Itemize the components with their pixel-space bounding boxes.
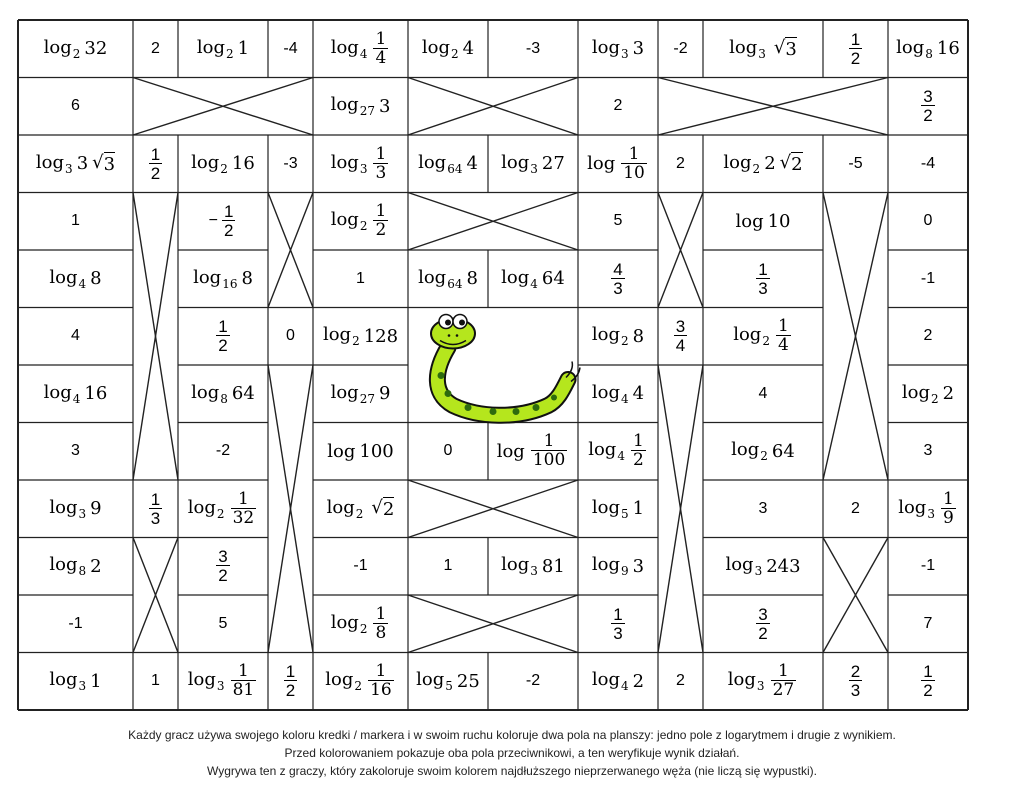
board-cell[interactable]	[18, 423, 133, 481]
board-cell[interactable]	[823, 480, 888, 538]
cell-value: -4	[283, 39, 298, 57]
board-cell[interactable]	[888, 653, 968, 711]
cell-value: -4	[920, 154, 936, 172]
board-cell[interactable]	[488, 20, 578, 78]
cell-value: $\log_{64}$ 8	[418, 266, 478, 291]
cell-value: $\frac{1}{3}$	[613, 604, 623, 643]
board-lines	[18, 20, 970, 712]
blocked-cross	[408, 595, 578, 653]
cell-value: 1	[356, 269, 365, 287]
cell-value: $\log_4$ $\frac{1}{4}$	[330, 28, 387, 68]
board-cell[interactable]	[133, 20, 178, 78]
board-cell[interactable]	[178, 250, 268, 308]
cell-value: -1	[920, 269, 936, 287]
cell-value: $\log_2$ $\frac{1}{16}$	[325, 661, 392, 701]
cell-value: 0	[443, 442, 453, 460]
cell-value: $\log_{27}$ 3	[330, 94, 391, 119]
board-cell[interactable]	[578, 308, 658, 366]
cell-value: $\log_3$ 3	[591, 36, 645, 61]
board-cell[interactable]	[313, 595, 408, 653]
cell-value: $\log_2$ $\frac{1}{8}$	[330, 603, 387, 643]
cell-value: $\log_4$ 8	[49, 266, 102, 291]
cell-value: $\log_3$ $\frac{1}{27}$	[727, 661, 795, 701]
cell-value: $\log_2$ 32	[43, 36, 108, 61]
board-cell[interactable]	[313, 423, 408, 481]
blocked-cross	[658, 78, 888, 136]
cell-value: $\log_8$ 64	[191, 381, 255, 406]
board-cell[interactable]	[178, 135, 268, 193]
blocked-cross	[133, 538, 178, 653]
cell-value: $\frac{1}{3}$	[150, 489, 161, 528]
cell-value: log $\frac{1}{10}$	[587, 143, 645, 183]
board-cell[interactable]	[178, 423, 268, 481]
cell-value: $\log_{16}$ 8	[193, 266, 253, 291]
board-cell[interactable]	[658, 653, 703, 711]
board-cell[interactable]	[178, 480, 268, 538]
cell-value: $\log_2$ 16	[191, 151, 255, 176]
board-cell[interactable]	[703, 423, 823, 481]
cell-value: 5	[218, 614, 228, 632]
blocked-cross	[268, 365, 313, 653]
cell-value: $\frac{3}{2}$	[218, 547, 228, 586]
board-cell[interactable]	[578, 423, 658, 481]
cell-value: 1	[443, 557, 453, 575]
board-cell[interactable]	[18, 653, 133, 711]
board-cell[interactable]	[578, 653, 658, 711]
board-cell[interactable]	[488, 423, 578, 481]
cell-value: $\log_2$ √ 2	[326, 496, 395, 521]
cell-value: $\log_3$ 9	[49, 496, 102, 521]
cell-value: $\log_5$ 25	[416, 669, 480, 694]
blocked-cross	[268, 193, 313, 308]
blocked-cross	[823, 193, 888, 481]
cell-value: -1	[68, 614, 83, 632]
blocked-cross	[133, 193, 178, 481]
board-cell[interactable]	[658, 135, 703, 193]
board-cell[interactable]	[18, 20, 133, 78]
board-cell[interactable]	[703, 480, 823, 538]
cell-value: -5	[848, 154, 863, 172]
cell-value: $\log_9$ 3	[591, 554, 645, 579]
cell-value: -3	[283, 154, 298, 172]
cell-value: $\log_3$ 81	[501, 554, 565, 579]
cell-value: $\log_2$ $\frac{1}{2}$	[330, 201, 387, 241]
board-cell[interactable]	[268, 308, 313, 366]
cell-value: 6	[71, 97, 80, 115]
cell-value: 1	[71, 212, 80, 230]
cell-value: $\log_3$ 1	[49, 669, 102, 694]
cell-value: 7	[923, 614, 933, 632]
board-cell[interactable]	[18, 78, 133, 136]
board-cell[interactable]	[488, 653, 578, 711]
blocked-cross	[268, 365, 313, 653]
board-cell[interactable]	[703, 20, 823, 78]
board-cell[interactable]	[823, 20, 888, 78]
board-cell[interactable]	[133, 480, 178, 538]
cell-value: 2	[676, 672, 685, 690]
blocked-cross	[133, 78, 313, 136]
board-cell[interactable]	[578, 78, 658, 136]
cell-value: $\log_2$ 4	[421, 36, 475, 61]
cell-value: $\frac{1}{3}$	[758, 259, 768, 298]
cell-value: 1	[151, 672, 160, 690]
cell-value: 2	[851, 499, 860, 517]
board-cell[interactable]	[703, 250, 823, 308]
blocked-cross	[408, 78, 578, 136]
board-cell[interactable]	[18, 135, 133, 193]
cell-value: 3	[758, 499, 768, 517]
board-cell[interactable]	[578, 480, 658, 538]
cell-value: $\log_2$ 8	[591, 324, 645, 349]
board-cell[interactable]	[18, 365, 133, 423]
board-cell[interactable]	[823, 135, 888, 193]
board-cell[interactable]	[703, 365, 823, 423]
blocked-cross	[268, 193, 313, 308]
board-cell[interactable]	[18, 595, 133, 653]
cell-value: 0	[286, 327, 295, 345]
cell-value: $\log_3$ 3 √ 3	[35, 151, 116, 176]
board-cell[interactable]	[578, 20, 658, 78]
board-cell[interactable]	[888, 538, 968, 596]
cell-value: $\log_3$ 243	[725, 554, 801, 579]
cell-value: -2	[215, 442, 231, 460]
cell-value: 2	[676, 154, 685, 172]
cell-value: log $\frac{1}{100}$	[496, 431, 566, 471]
blocked-cross	[408, 193, 578, 251]
board-cell[interactable]	[888, 250, 968, 308]
board-cell[interactable]	[578, 135, 658, 193]
board-cell[interactable]	[18, 308, 133, 366]
blocked-cross	[408, 193, 578, 251]
cell-value: $\log_2$ 128	[322, 324, 399, 349]
board-cell[interactable]	[578, 365, 658, 423]
board-cell[interactable]	[313, 193, 408, 251]
blocked-cross	[823, 538, 888, 653]
blocked-cross	[408, 78, 578, 136]
board-cell[interactable]	[703, 193, 823, 251]
cell-value: 3	[71, 442, 80, 460]
cell-value: $\log_{27}$ 9	[330, 381, 391, 406]
cell-value: 2	[923, 327, 933, 345]
cell-value: $\log_2$ 64	[731, 439, 795, 464]
cell-value: $\log_2$ 2 √ 2	[723, 151, 803, 176]
cell-value: $\log_3$ √ 3	[729, 36, 797, 61]
blocked-cross	[408, 480, 578, 538]
board-cell[interactable]	[488, 250, 578, 308]
blocked-cross	[658, 365, 703, 653]
blocked-cross	[823, 193, 888, 481]
board-cell[interactable]	[888, 135, 968, 193]
board-cell[interactable]	[313, 78, 408, 136]
cell-value: $\log_8$ 16	[896, 36, 960, 61]
cell-value: $\log_3$ $\frac{1}{9}$	[898, 488, 954, 528]
board-cell[interactable]	[178, 308, 268, 366]
cell-value: $\log_4$ $\frac{1}{2}$	[588, 431, 644, 471]
board-cell[interactable]	[18, 193, 133, 251]
board-cell[interactable]	[178, 193, 268, 251]
cell-value: $\log_3$ $\frac{1}{81}$	[187, 661, 255, 701]
cell-value: $\log_3$ 27	[501, 151, 565, 176]
cell-value: log 10	[735, 210, 791, 232]
board-cell[interactable]	[488, 135, 578, 193]
board-cell[interactable]	[18, 250, 133, 308]
cell-value: 5	[613, 212, 623, 230]
board-cell[interactable]	[888, 20, 968, 78]
board-cell[interactable]	[408, 250, 488, 308]
cell-value: $\log_{64}$ 4	[418, 151, 478, 176]
cell-value: $\log_5$ 1	[591, 496, 645, 521]
board-cell[interactable]	[18, 480, 133, 538]
board-cell[interactable]	[578, 595, 658, 653]
cell-value: -1	[353, 557, 368, 575]
instruction-line-1: Każdy gracz używa swojego koloru kredki / markera i w swoim ruchu koloruje dwa pola na planszy: jedno pole z logarytmem i drugie z wynikiem.	[128, 728, 896, 742]
cell-value: $\frac{1}{2}$	[150, 144, 161, 183]
cell-value: $\frac{2}{3}$	[850, 662, 861, 701]
cell-value: $\frac{3}{4}$	[675, 317, 686, 356]
board-cell[interactable]	[578, 250, 658, 308]
cell-value: -1	[920, 557, 936, 575]
board-cell[interactable]	[703, 135, 823, 193]
cell-value: − $\frac{1}{2}$	[208, 202, 234, 241]
cell-value: $\log_2$ $\frac{1}{4}$	[733, 316, 789, 356]
blocked-cross	[133, 538, 178, 653]
board-cell[interactable]	[408, 423, 488, 481]
board-cell[interactable]	[408, 538, 488, 596]
blocked-cross	[658, 193, 703, 308]
cell-value: 2	[613, 97, 623, 115]
game-board	[18, 20, 968, 710]
blocked-cross	[658, 193, 703, 308]
cell-value: $\frac{1}{2}$	[218, 317, 228, 356]
cell-value: $\log_4$ 64	[501, 266, 565, 291]
board-cell[interactable]	[888, 308, 968, 366]
board-cell[interactable]	[703, 653, 823, 711]
instructions	[0, 726, 1024, 780]
board-cell[interactable]	[888, 423, 968, 481]
board-cell[interactable]	[313, 365, 408, 423]
cell-value: log 100	[327, 440, 394, 462]
cell-value: 2	[151, 39, 160, 57]
board-cell[interactable]	[488, 538, 578, 596]
cell-value: $\log_3$ $\frac{1}{3}$	[330, 143, 387, 183]
board-cell[interactable]	[268, 20, 313, 78]
board-cell[interactable]	[313, 480, 408, 538]
board-cell[interactable]	[133, 135, 178, 193]
board-cell[interactable]	[268, 135, 313, 193]
instruction-line-2: Przed kolorowaniem pokazuje oba pola przeciwnikowi, a ten weryfikuje wynik działań.	[284, 746, 740, 760]
blocked-cross	[133, 78, 313, 136]
board-cell[interactable]	[313, 20, 408, 78]
board-cell[interactable]	[313, 538, 408, 596]
cell-value: $\log_4$ 2	[591, 669, 645, 694]
board-cell[interactable]	[703, 538, 823, 596]
board-cell[interactable]	[178, 653, 268, 711]
board-cell[interactable]	[408, 653, 488, 711]
cell-value: $\log_8$ 2	[49, 554, 102, 579]
board-cell[interactable]	[178, 365, 268, 423]
cell-value: $\frac{1}{2}$	[850, 29, 861, 68]
board-cell[interactable]	[888, 365, 968, 423]
board-cell[interactable]	[888, 193, 968, 251]
blocked-cross	[823, 538, 888, 653]
board-cell[interactable]	[313, 250, 408, 308]
board-cell[interactable]	[658, 308, 703, 366]
cell-value: $\frac{1}{2}$	[923, 662, 933, 701]
board-cell[interactable]	[703, 308, 823, 366]
blocked-cross	[658, 78, 888, 136]
instruction-line-3: Wygrywa ten z graczy, który zakoloruje swoim kolorem najdłuższego nieprzerwanego węża (nie liczą się wypustki).	[207, 764, 817, 778]
board-cell[interactable]	[313, 308, 408, 366]
board-cell[interactable]	[313, 653, 408, 711]
blocked-cross	[133, 193, 178, 481]
board-cell[interactable]	[408, 20, 488, 78]
board-cell[interactable]	[703, 595, 823, 653]
cell-value: $\log_4$ 4	[591, 381, 645, 406]
board-cell[interactable]	[658, 20, 703, 78]
cell-value: 0	[923, 212, 933, 230]
cell-value: $\log_2$ 1	[196, 36, 250, 61]
board-cell[interactable]	[408, 135, 488, 193]
cell-value: $\log_2$ $\frac{1}{32}$	[187, 488, 255, 528]
cell-value: -2	[673, 39, 688, 57]
cell-value: $\log_4$ 16	[43, 381, 108, 406]
cell-value: $\frac{3}{2}$	[923, 87, 933, 126]
board-cell[interactable]	[888, 480, 968, 538]
cell-value: 4	[71, 327, 80, 345]
board-cell[interactable]	[578, 538, 658, 596]
cell-value: -3	[525, 39, 541, 57]
board-cell[interactable]	[133, 653, 178, 711]
cell-value: $\log_2$ 2	[901, 381, 955, 406]
board-cell[interactable]	[888, 78, 968, 136]
board-cell[interactable]	[178, 595, 268, 653]
board-cell[interactable]	[823, 653, 888, 711]
blocked-cross	[658, 365, 703, 653]
board-cell[interactable]	[578, 193, 658, 251]
blocked-cross	[408, 595, 578, 653]
board-cell[interactable]	[18, 538, 133, 596]
cell-value: $\frac{3}{2}$	[758, 604, 768, 643]
board-cell[interactable]	[268, 653, 313, 711]
board-cell[interactable]	[888, 595, 968, 653]
cell-value: $\frac{1}{2}$	[285, 662, 296, 701]
board-cell[interactable]	[178, 20, 268, 78]
board-cell[interactable]	[178, 538, 268, 596]
cell-value: 4	[758, 384, 768, 402]
blocked-cross	[408, 480, 578, 538]
cell-value: 3	[923, 442, 933, 460]
board-cell[interactable]	[313, 135, 408, 193]
snake-icon	[431, 315, 580, 416]
cell-value: $\frac{4}{3}$	[613, 259, 623, 298]
cell-value: -2	[525, 672, 541, 690]
